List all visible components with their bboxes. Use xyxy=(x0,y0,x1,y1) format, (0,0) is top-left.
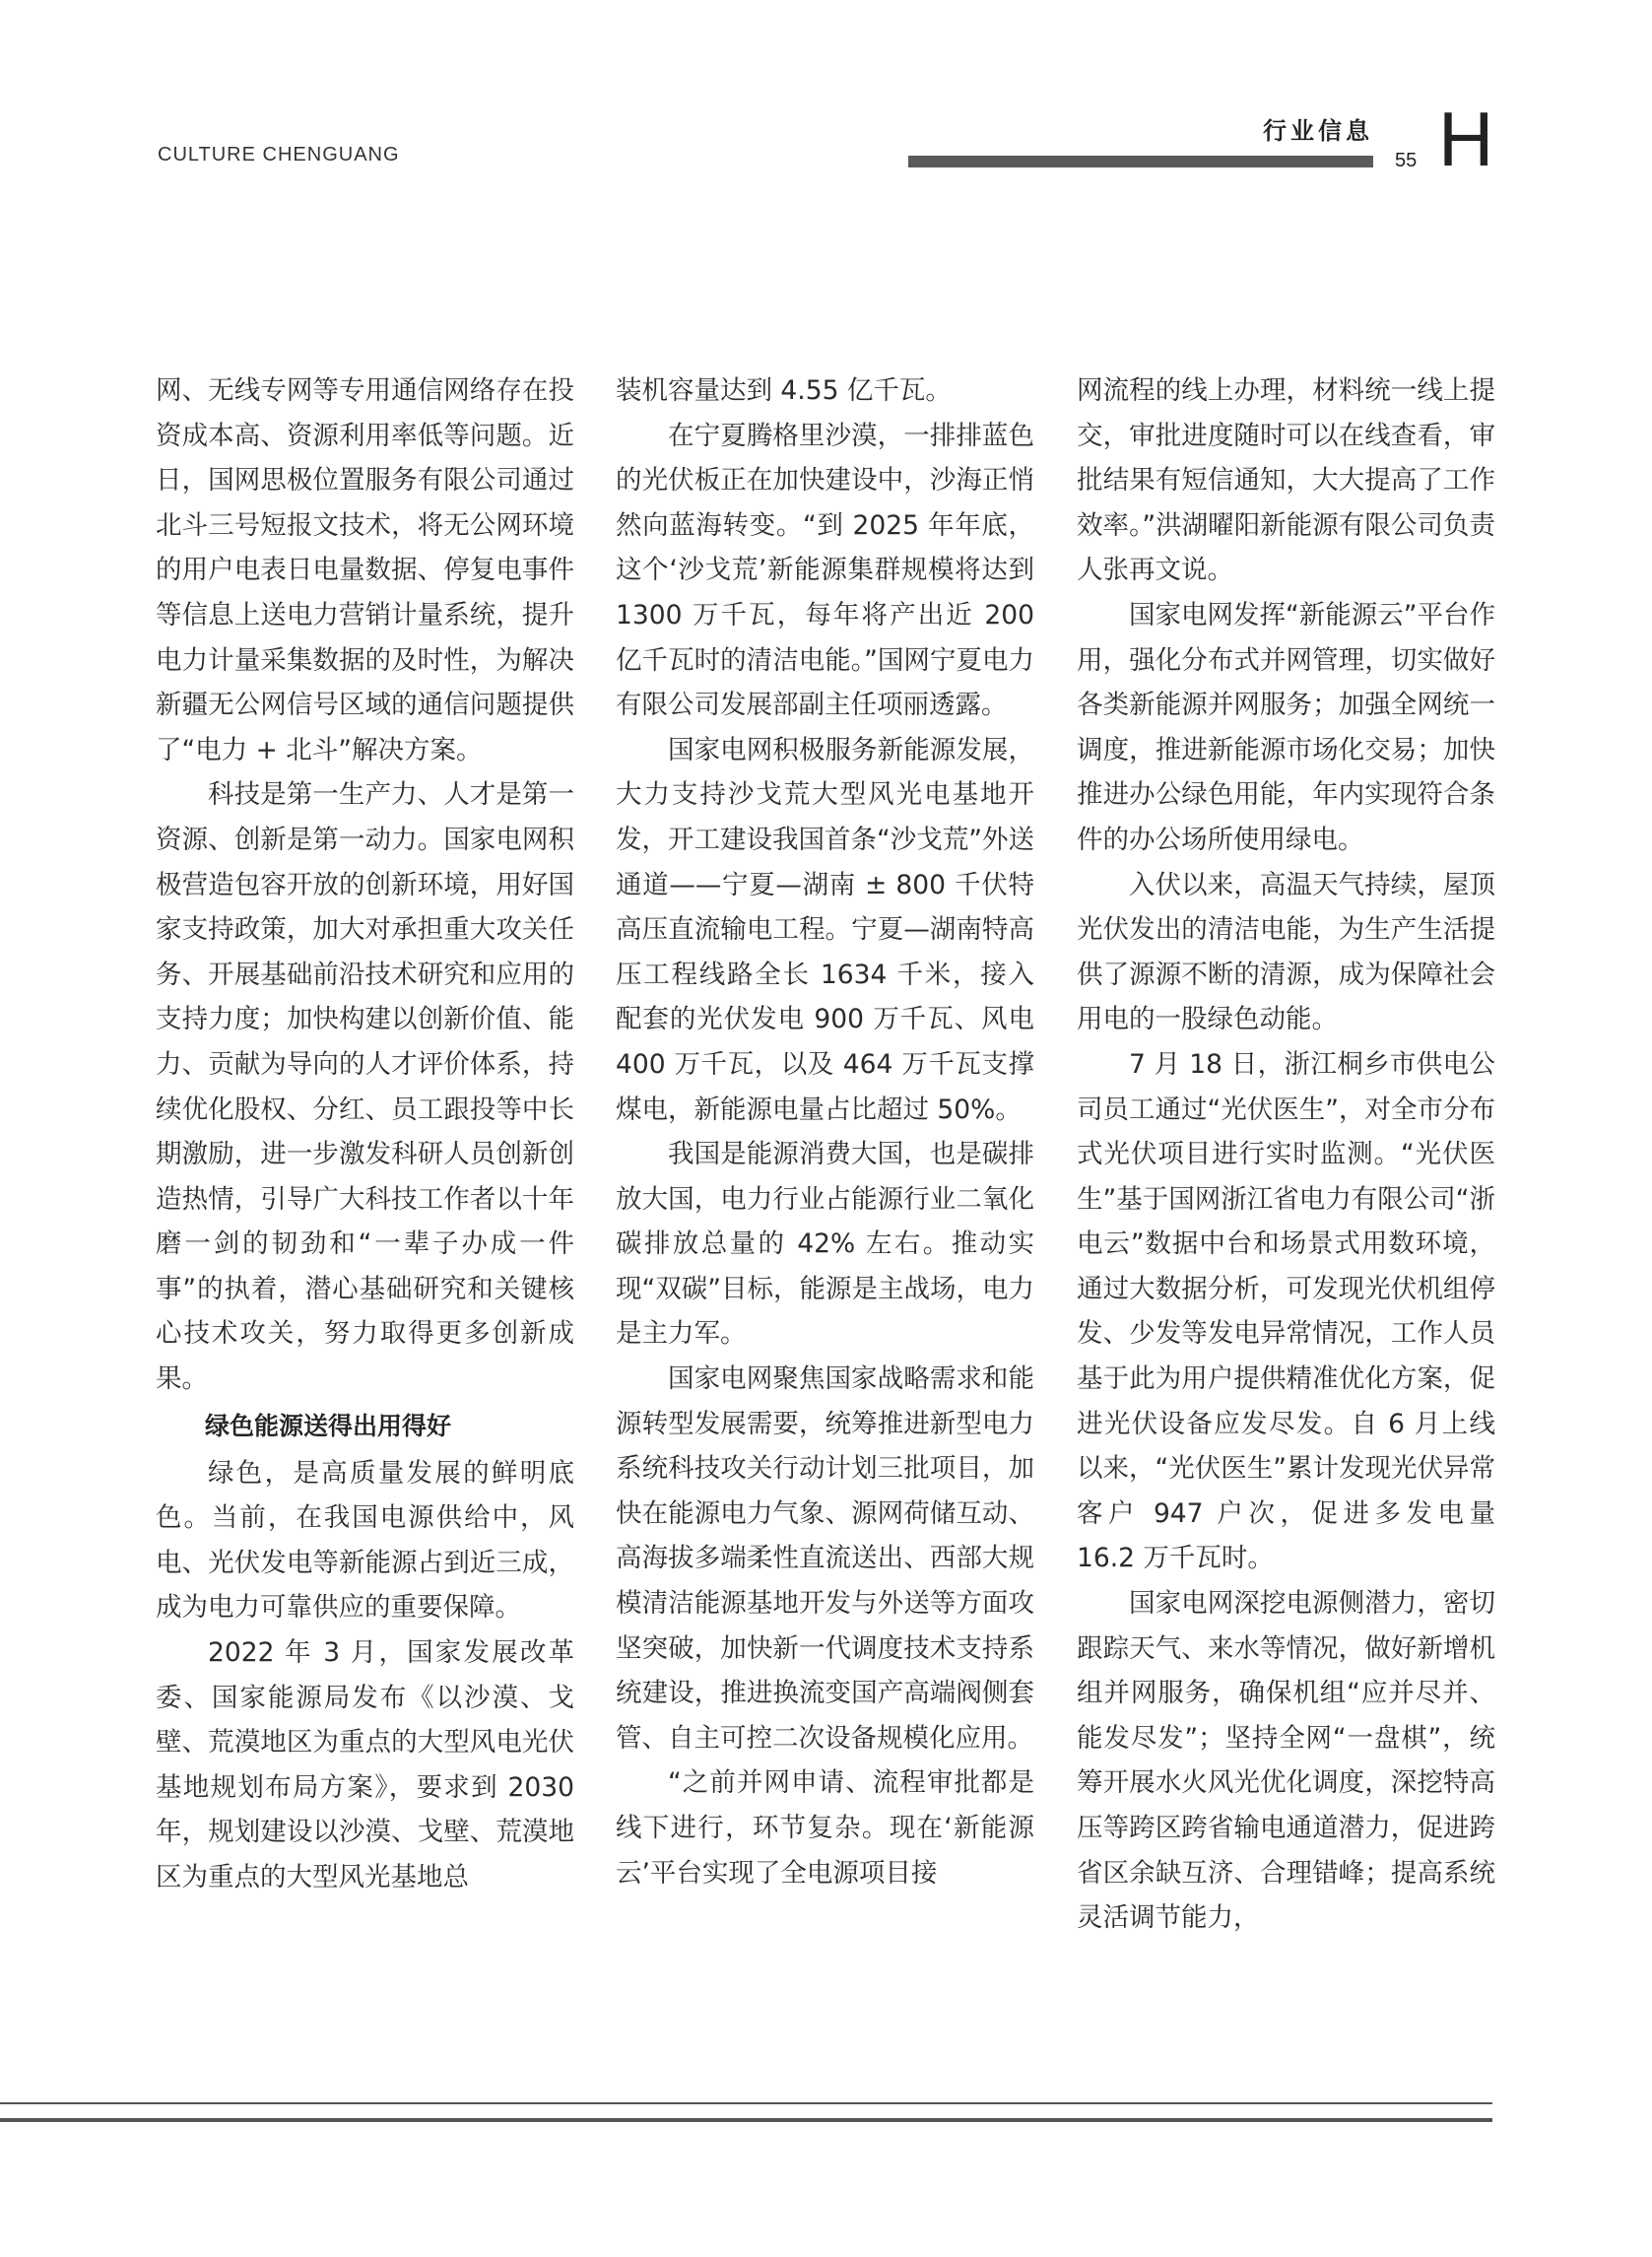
paragraph: 入伏以来，高温天气持续，屋顶光伏发出的清洁电能，为生产生活提供了源源不断的清源，成为保障社会用电的一股绿色动能。 xyxy=(1077,869,1495,1035)
page-number: 55 xyxy=(1395,150,1418,171)
section-heading: 绿色能源送得出用得好 xyxy=(205,1411,452,1440)
section-label: 行业信息 xyxy=(1263,117,1373,145)
section-letter: H xyxy=(1438,96,1494,182)
paragraph: 国家电网发挥“新能源云”平台作用，强化分布式并网管理，切实做好各类新能源并网服务；加强全网统一调度，推进新能源市场化交易；加快推进办公绿色用能，年内实现符合条件的办公场所使用绿电。 xyxy=(1077,599,1495,855)
text-column-1 xyxy=(156,368,574,1900)
paragraph: 网、无线专网等专用通信网络存在投资成本高、资源利用率低等问题。近日，国网思极位置服务有限公司通过北斗三号短报文技术，将无公网环境的用户电表日电量数据、停复电事件等信息上送电力营销计量系统，提升电力计量采集数据的及时性，为解决新疆无公网信号区域的通信问题提供了“电力 + 北斗”解决方案。 xyxy=(156,375,574,765)
text-column-2 xyxy=(616,368,1034,1895)
paragraph: 网流程的线上办理，材料统一线上提交，审批进度随时可以在线查看，审批结果有短信通知，大大提高了工作效率。”洪湖曜阳新能源有限公司负责人张再文说。 xyxy=(1077,375,1495,586)
text-column-3 xyxy=(1077,368,1495,1941)
paragraph: 7 月 18 日，浙江桐乡市供电公司员工通过“光伏医生”，对全市分布式光伏项目进行实时监测。“光伏医生”基于国网浙江省电力有限公司“浙电云”数据中台和场景式用数环境，通过大数据分析，可发现光伏机组停发、少发等发电异常情况，工作人员基于此为用户提供精准优化方案，促进光伏设备应发尽发。自 6 月上线以来，“光伏医生”累计发现光伏异常客户 947 户次，促进多发电量 16.2 万千瓦时。 xyxy=(1077,1048,1495,1574)
paragraph: 国家电网聚焦国家战略需求和能源转型发展需要，统筹推进新型电力系统科技攻关行动计划三批项目，加快在能源电力气象、源网荷储互动、高海拔多端柔性直流送出、西部大规模清洁能源基地开发与外送等方面攻坚突破，加快新一代调度技术支持系统建设，推进换流变国产高端阀侧套管、自主可控二次设备规模化应用。 xyxy=(616,1363,1034,1754)
paragraph: 在宁夏腾格里沙漠，一排排蓝色的光伏板正在加快建设中，沙海正悄然向蓝海转变。“到 2025 年年底，这个‘沙戈荒’新能源集群规模将达到 1300 万千瓦，每年将产出近 200 亿千瓦时的清洁电能。”国网宁夏电力有限公司发展部副主任项丽透露。 xyxy=(616,420,1034,721)
paragraph: 国家电网深挖电源侧潜力，密切跟踪天气、来水等情况，做好新增机组并网服务，确保机组“应并尽并、能发尽发”；坚持全网“一盘棋”，统筹开展水火风光优化调度，深挖特高压等跨区跨省输电通道潜力，促进跨省区余缺互济、合理错峰；提高系统灵活调节能力， xyxy=(1077,1588,1495,1934)
paragraph: 装机容量达到 4.55 亿千瓦。 xyxy=(616,375,952,406)
footer-rule-thick xyxy=(0,2118,1492,2122)
header-rule xyxy=(908,156,1373,167)
footer-rule-thin xyxy=(0,2102,1492,2104)
paragraph: 国家电网积极服务新能源发展，大力支持沙戈荒大型风光电基地开发，开工建设我国首条“沙戈荒”外送通道——宁夏—湖南 ± 800 千伏特高压直流输电工程。宁夏—湖南特高压工程线路全长 1634 千米，接入配套的光伏发电 900 万千瓦、风电 400 万千瓦，以及 464 万千瓦支撑煤电，新能源电量占比超过 50%。 xyxy=(616,734,1034,1125)
paragraph: 科技是第一生产力、人才是第一资源、创新是第一动力。国家电网积极营造包容开放的创新环境，用好国家支持政策，加大对承担重大攻关任务、开展基础前沿技术研究和应用的支持力度；加快构建以创新价值、能力、贡献为导向的人才评价体系，持续优化股权、分红、员工跟投等中长期激励，进一步激发科研人员创新创造热情，引导广大科技工作者以十年磨一剑的韧劲和“一辈子办成一件事”的执着，潜心基础研究和关键核心技术攻关，努力取得更多创新成果。 xyxy=(156,779,574,1395)
paragraph: 绿色，是高质量发展的鲜明底色。当前，在我国电源供给中，风电、光伏发电等新能源占到近三成，成为电力可靠供应的重要保障。 xyxy=(156,1457,574,1624)
paragraph: 我国是能源消费大国，也是碳排放大国，电力行业占能源行业二氧化碳排放总量的 42% 左右。推动实现“双碳”目标，能源是主战场，电力是主力军。 xyxy=(616,1139,1034,1350)
magazine-brand: CULTURE CHENGUANG xyxy=(158,144,400,166)
paragraph: “之前并网申请、流程审批都是线下进行，环节复杂。现在‘新能源云’平台实现了全电源项目接 xyxy=(616,1767,1034,1889)
paragraph: 2022 年 3 月，国家发展改革委、国家能源局发布《以沙漠、戈壁、荒漠地区为重点的大型风电光伏基地规划布局方案》，要求到 2030 年，规划建设以沙漠、戈壁、荒漠地区为重点的大型风光基地总 xyxy=(156,1637,574,1892)
